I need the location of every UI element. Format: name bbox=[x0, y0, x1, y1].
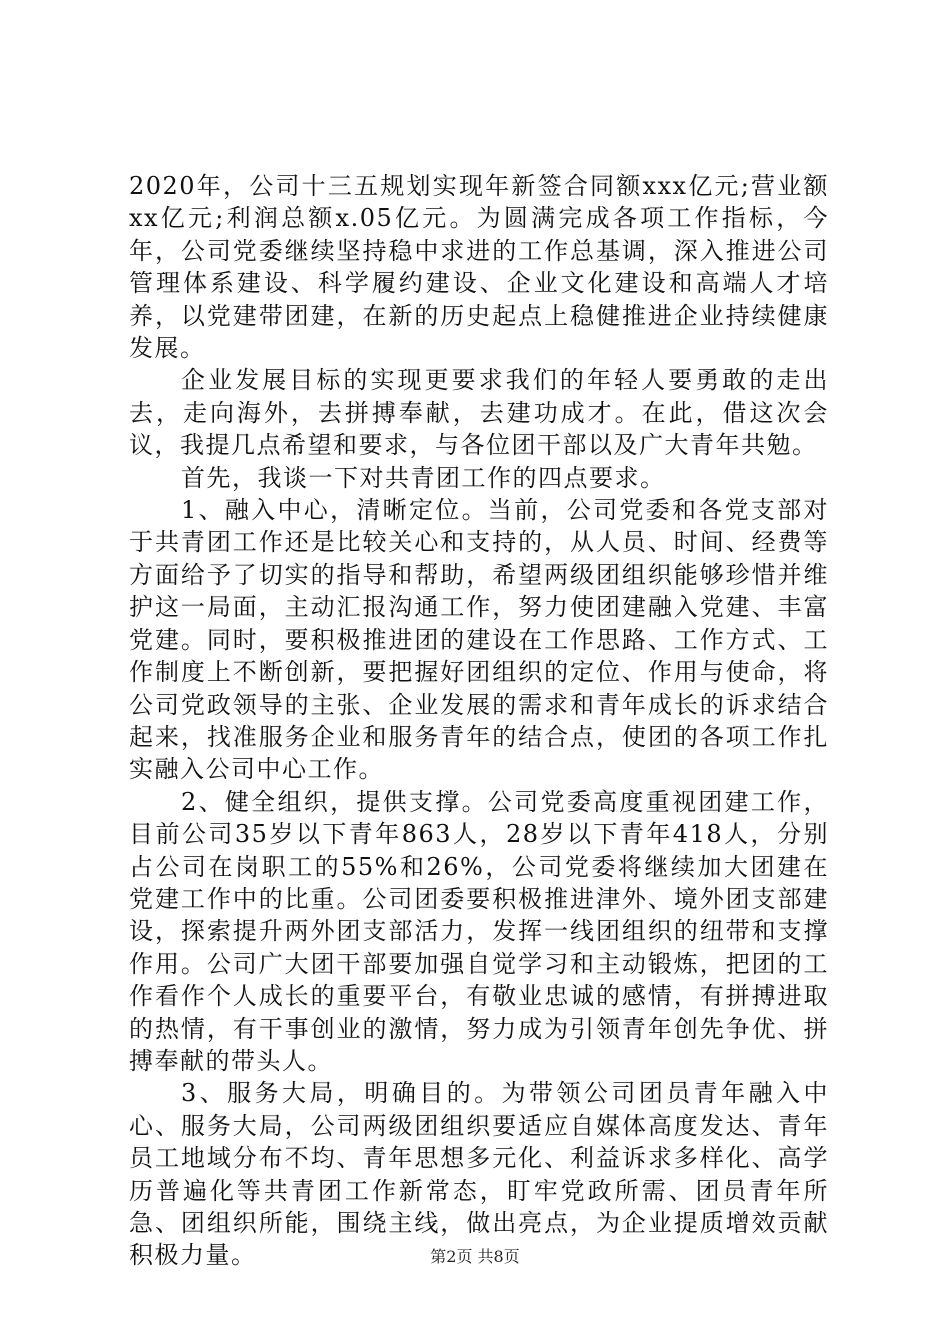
paragraph-5: 2、健全组织，提供支撑。公司党委高度重视团建工作，目前公司35岁以下青年863人，28岁以下青年418人，分别占公司在岗职工的55%和26%，公司党委将继续加大团建在党建工作中的比重。公司团委要积极推进津外、境外团支部建设，探索提升两外团支部活力，发挥一线团组织的纽带和支撑作用。公司广大团干部要加强自觉学习和主动锻炼，把团的工作看作个人成长的重要平台，有敬业忠诚的感情，有拼搏进取的热情，有干事创业的激情，努力成为引领青年创先争优、拼搏奉献的带头人。 bbox=[129, 787, 829, 1075]
paragraph-6: 3、服务大局，明确目的。为带领公司团员青年融入中心、服务大局，公司两级团组织要适应自媒体高度发达、青年员工地域分布不均、青年思想多元化、利益诉求多样化、高学历普遍化等共青团工作新常态，盯牢党政所需、团员青年所急、团组织所能，围绕主线，做出亮点，为企业提质增效贡献积极力量。 bbox=[129, 1079, 829, 1270]
document-body bbox=[129, 170, 829, 1272]
page-footer: 第2页 共8页 bbox=[430, 1247, 520, 1266]
paragraph-4: 1、融入中心，清晰定位。当前，公司党委和各党支部对于共青团工作还是比较关心和支持的，从人员、时间、经费等方面给予了切实的指导和帮助，希望两级团组织能够珍惜并维护这一局面，主动汇报沟通工作，努力使团建融入党建、丰富党建。同时，要积极推进团的建设在工作思路、工作方式、工作制度上不断创新，要把握好团组织的定位、作用与使命，将公司党政领导的主张、企业发展的需求和青年成长的诉求结合起来，找准服务企业和服务青年的结合点，使团的各项工作扎实融入公司中心工作。 bbox=[129, 496, 829, 784]
paragraph-2: 企业发展目标的实现更要求我们的年轻人要勇敢的走出去，走向海外，去拼搏奉献，去建功成才。在此，借这次会议，我提几点希望和要求，与各位团干部以及广大青年共勉。 bbox=[129, 366, 829, 460]
paragraph-1: 2020年，公司十三五规划实现年新签合同额xxx亿元;营业额xx亿元;利润总额x.05亿元。为圆满完成各项工作指标，今年，公司党委继续坚持稳中求进的工作总基调，深入推进公司管理体系建设、科学履约建设、企业文化建设和高端人才培养，以党建带团建，在新的历史起点上稳健推进企业持续健康发展。 bbox=[129, 172, 829, 363]
paragraph-3: 首先，我谈一下对共青团工作的四点要求。 bbox=[181, 463, 666, 492]
